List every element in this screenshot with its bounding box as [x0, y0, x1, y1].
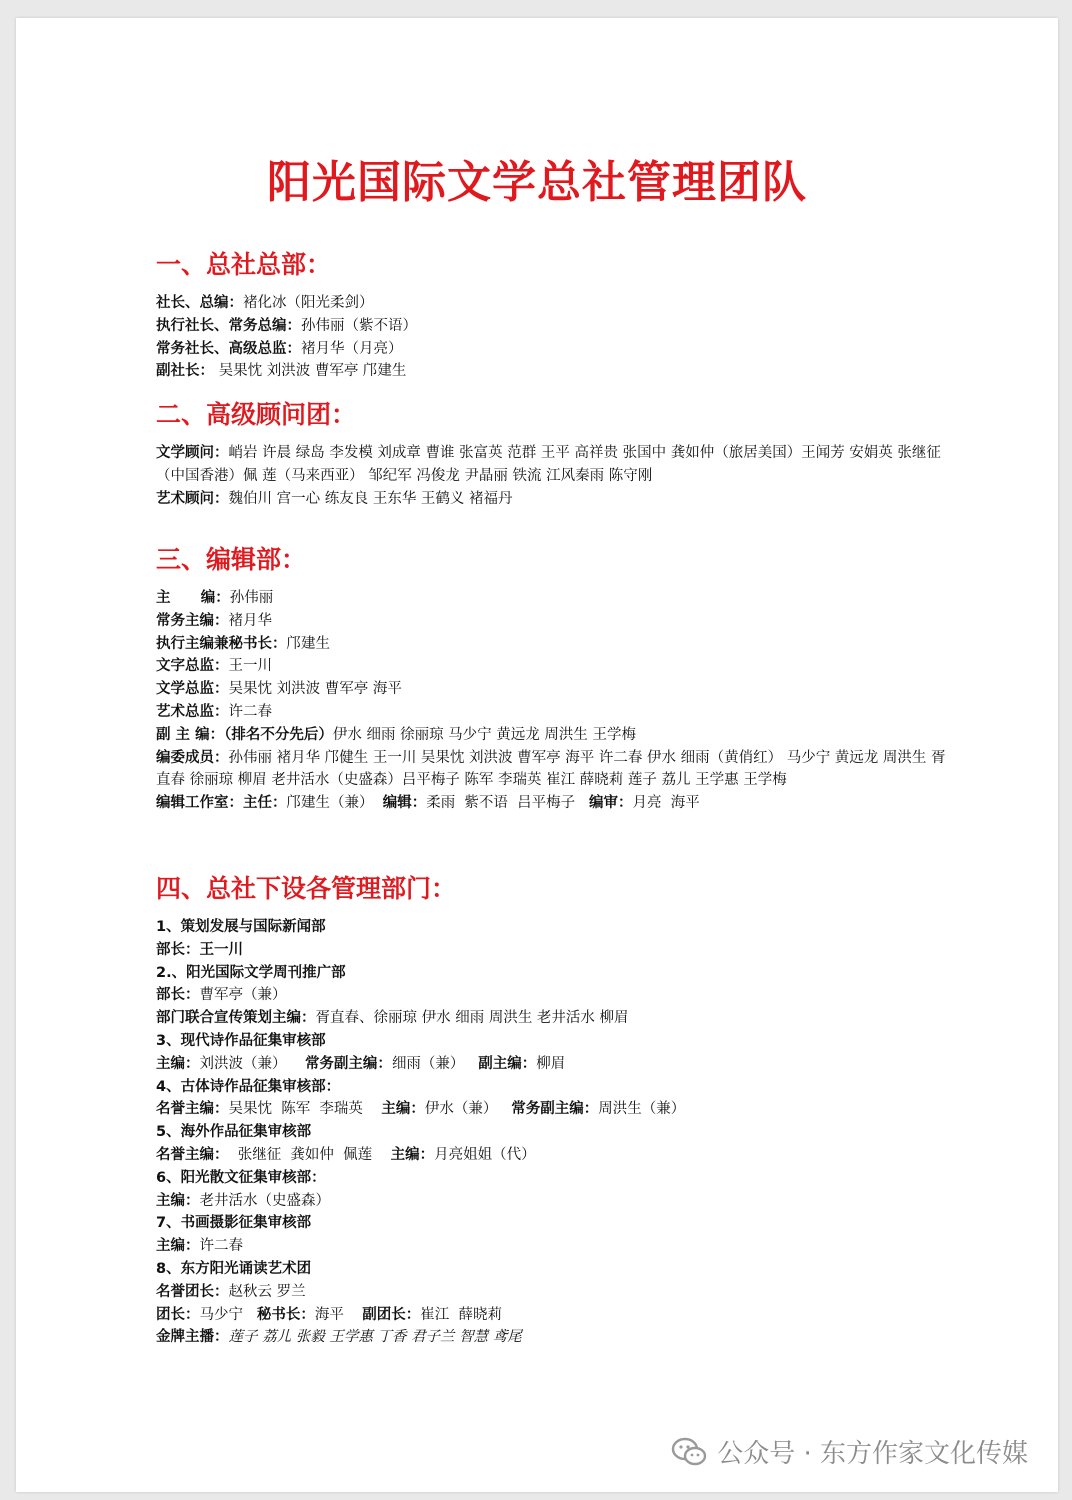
text-line: 艺术顾问：魏伯川 宫一心 练友良 王东华 王鹤义 褚福丹	[156, 490, 513, 507]
text-line: 执行社长、常务总编：孙伟丽（紫不语）	[156, 317, 417, 334]
text-line: 部长：曹军亭（兼）	[156, 987, 287, 1004]
section-advisors	[156, 400, 956, 510]
section-heading: 二、高级顾问团：	[156, 400, 357, 429]
document-page	[16, 18, 1058, 1492]
text-line: 执行主编兼秘书长：邝建生	[156, 635, 330, 652]
section-departments	[156, 874, 956, 1349]
text-line: 部门联合宣传策划主编：胥直春、徐丽琼 伊水 细雨 周洪生 老井活水 柳眉	[156, 1010, 629, 1027]
text-line: 名誉主编： 张继征 龚如仲 佩莲 主编：月亮姐姐（代）	[156, 1146, 536, 1163]
wechat-watermark	[671, 1433, 1028, 1470]
text-line: 文学总监：吴果忱 刘洪波 曹军亭 海平	[156, 681, 402, 698]
text-line: 部长：王一川	[156, 941, 243, 958]
text-line: 社长、总编：褚化冰（阳光柔剑）	[156, 295, 374, 311]
text-line: 常务社长、高级总监：褚月华（月亮）	[156, 340, 403, 357]
section-heading: 三、编辑部：	[156, 545, 307, 574]
text-line: 主 编：孙伟丽	[156, 590, 274, 606]
department-heading: 7、书画摄影征集审核部	[156, 1215, 312, 1232]
text-line: 团长：马少宁 秘书长：海平 副团长：崔江 薛晓莉	[156, 1306, 502, 1323]
department-heading: 2.、阳光国际文学周刊推广部	[156, 964, 346, 981]
text-line: 主编：老井活水（史盛森）	[156, 1192, 330, 1209]
section-heading: 一、总社总部：	[156, 250, 332, 279]
text-line: 副社长： 吴果忱 刘洪波 曹军亭 邝建生	[156, 363, 407, 380]
department-heading: 4、古体诗作品征集审核部：	[156, 1078, 341, 1095]
department-heading: 3、现代诗作品征集审核部	[156, 1032, 326, 1049]
section-editorial	[156, 545, 956, 815]
department-heading: 5、海外作品征集审核部	[156, 1124, 312, 1141]
text-line: 编辑工作室：主任：邝建生（兼） 编辑：柔雨 紫不语 吕平梅子 编审：月亮 海平	[156, 795, 700, 812]
text-line: 艺术总监：许二春	[156, 703, 272, 720]
section-headquarters	[156, 250, 956, 383]
text-line: 金牌主播：莲子 荔儿 张毅 王学惠 丁香 君子兰 智慧 鸢尾	[156, 1329, 522, 1346]
text-line: 文学顾问：峭岩 许晨 绿岛 李发模 刘成章 曹谁 张富英 范群 王平 高祥贵 张国中 龚如仲（旅居美国）王闻芳 安娟英 张继征（中国香港）佩 莲（马来西亚） 邹纪军 冯俊龙 尹晶丽 铁流 江风秦雨 陈守刚	[156, 445, 941, 484]
text-line: 主编：刘洪波（兼） 常务副主编：细雨（兼） 副主编：柳眉	[156, 1055, 566, 1072]
department-heading: 8、东方阳光诵读艺术团	[156, 1260, 312, 1277]
page-title: 阳光国际文学总社管理团队	[267, 157, 807, 208]
text-line: 文字总监：王一川	[156, 658, 272, 675]
text-line: 常务主编：褚月华	[156, 612, 272, 629]
text-line: 主编：许二春	[156, 1238, 243, 1255]
wechat-icon	[671, 1437, 707, 1467]
text-line: 名誉团长：赵秋云 罗兰	[156, 1283, 306, 1300]
watermark-text: 公众号 · 东方作家文化传媒	[717, 1439, 1028, 1469]
text-line: 编委成员：孙伟丽 褚月华 邝健生 王一川 吴果忱 刘洪波 曹军亭 海平 许二春 伊水 细雨（黄俏红） 马少宁 黄远龙 周洪生 胥直春 徐丽琼 柳眉 老井活水（史盛森）吕平梅子 陈军 李瑞英 崔江 薛晓莉 莲子 荔儿 王学惠 王学梅	[156, 749, 946, 789]
text-line: 副 主 编：（排名不分先后）伊水 细雨 徐丽琼 马少宁 黄远龙 周洪生 王学梅	[156, 726, 637, 743]
department-heading: 6、阳光散文征集审核部：	[156, 1169, 326, 1186]
department-heading: 1、策划发展与国际新闻部	[156, 919, 326, 935]
text-line: 名誉主编：吴果忱 陈军 李瑞英 主编：伊水（兼） 常务副主编：周洪生（兼）	[156, 1101, 686, 1118]
section-heading: 四、总社下设各管理部门：	[156, 874, 457, 903]
